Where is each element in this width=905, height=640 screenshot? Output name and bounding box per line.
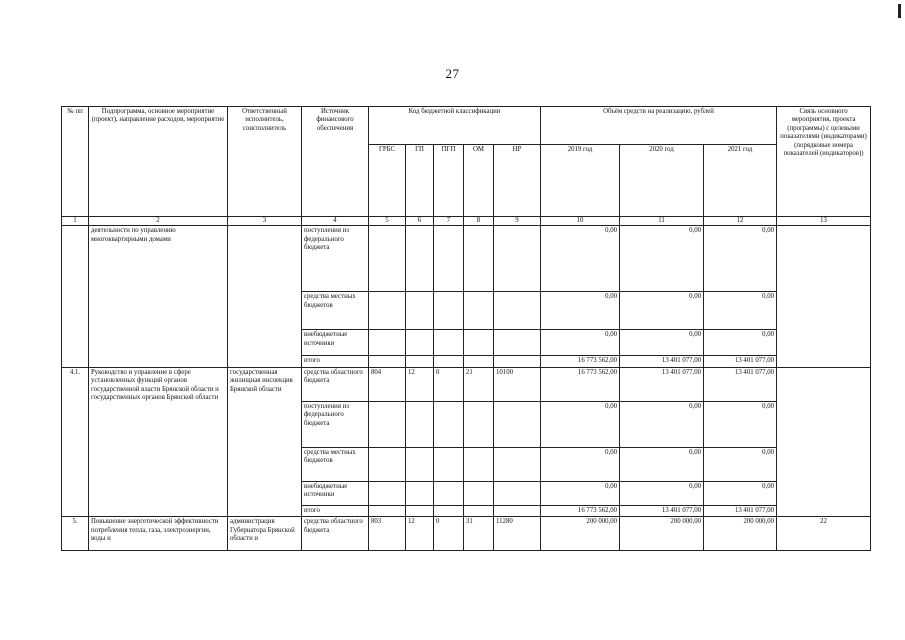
source-total-cell: итого bbox=[302, 505, 369, 516]
col-index: 11 bbox=[620, 217, 704, 226]
value-2021-cell: 0,00 bbox=[704, 292, 777, 330]
gp-cell bbox=[406, 505, 434, 516]
col-index: 4 bbox=[302, 217, 369, 226]
grbs-cell: 804 bbox=[369, 367, 406, 401]
gp-cell: 12 bbox=[406, 367, 434, 401]
total-2021-cell: 13 401 077,00 bbox=[704, 505, 777, 516]
ir-cell bbox=[494, 292, 541, 330]
gp-cell bbox=[406, 447, 434, 481]
col-index: 2 bbox=[89, 217, 228, 226]
grbs-cell bbox=[369, 330, 406, 356]
col-header-budget-code: Код бюджетной классификации bbox=[369, 107, 541, 145]
value-2021-cell: 13 401 077,00 bbox=[704, 367, 777, 401]
page-number: 27 bbox=[445, 66, 460, 81]
link-cell bbox=[777, 367, 871, 516]
value-2019-cell: 0,00 bbox=[541, 226, 620, 292]
row-number-cell: 4.1. bbox=[62, 367, 89, 516]
ir-cell: 11280 bbox=[494, 517, 541, 551]
om-cell bbox=[464, 401, 494, 447]
source-cell: средства местных бюджетов bbox=[302, 292, 369, 330]
value-2021-cell: 0,00 bbox=[704, 481, 777, 505]
pgp-cell bbox=[434, 330, 464, 356]
total-2021-cell: 13 401 077,00 bbox=[704, 356, 777, 367]
budget-table bbox=[61, 106, 871, 551]
value-2021-cell: 0,00 bbox=[704, 330, 777, 356]
value-2020-cell: 200 000,00 bbox=[620, 517, 704, 551]
col-header-pgp: ПГП bbox=[434, 145, 464, 217]
grbs-cell bbox=[369, 447, 406, 481]
col-index: 3 bbox=[228, 217, 302, 226]
value-2020-cell: 0,00 bbox=[620, 292, 704, 330]
om-cell: 31 bbox=[464, 517, 494, 551]
ir-cell bbox=[494, 447, 541, 481]
pgp-cell: 0 bbox=[434, 517, 464, 551]
col-header-volume: Объём средств на реализацию, рублей bbox=[541, 107, 777, 145]
col-header-om: ОМ bbox=[464, 145, 494, 217]
pgp-cell bbox=[434, 226, 464, 292]
grbs-cell: 803 bbox=[369, 517, 406, 551]
value-2019-cell: 0,00 bbox=[541, 401, 620, 447]
om-cell bbox=[464, 330, 494, 356]
activity-name-cell: деятельности по управлению многоквартирными домами bbox=[89, 226, 228, 367]
grbs-cell bbox=[369, 292, 406, 330]
value-2021-cell: 200 000,00 bbox=[704, 517, 777, 551]
grbs-cell bbox=[369, 481, 406, 505]
ir-cell bbox=[494, 330, 541, 356]
grbs-cell bbox=[369, 401, 406, 447]
executor-cell: администрация Губернатора Брянской области и bbox=[228, 517, 302, 551]
col-index: 1 bbox=[62, 217, 89, 226]
col-index: 9 bbox=[494, 217, 541, 226]
row-number-cell: 5. bbox=[62, 517, 89, 551]
value-2020-cell: 0,00 bbox=[620, 226, 704, 292]
col-index: 6 bbox=[406, 217, 434, 226]
source-cell: внебюджетные источники bbox=[302, 330, 369, 356]
pgp-cell bbox=[434, 481, 464, 505]
col-header-grbs: ГРБС bbox=[369, 145, 406, 217]
col-header-num: № пп bbox=[62, 107, 89, 217]
total-2019-cell: 16 773 562,00 bbox=[541, 356, 620, 367]
col-index: 7 bbox=[434, 217, 464, 226]
om-cell bbox=[464, 447, 494, 481]
gp-cell bbox=[406, 481, 434, 505]
col-index: 8 bbox=[464, 217, 494, 226]
source-cell: средства местных бюджетов bbox=[302, 447, 369, 481]
ir-cell bbox=[494, 481, 541, 505]
ir-cell: 10100 bbox=[494, 367, 541, 401]
table-row bbox=[62, 226, 871, 292]
col-header-link: Связь основного мероприятия, проекта (программы) с целевыми показателями (индикаторами) (порядковые номера показателей (индикаторов)) bbox=[777, 107, 871, 217]
om-cell: 21 bbox=[464, 367, 494, 401]
scan-edge-mark bbox=[898, 4, 901, 18]
link-cell: 22 bbox=[777, 517, 871, 551]
value-2019-cell: 0,00 bbox=[541, 292, 620, 330]
source-cell: внебюджетные источники bbox=[302, 481, 369, 505]
grbs-cell bbox=[369, 226, 406, 292]
value-2019-cell: 16 773 562,00 bbox=[541, 367, 620, 401]
col-header-gp: ГП bbox=[406, 145, 434, 217]
value-2021-cell: 0,00 bbox=[704, 447, 777, 481]
pgp-cell bbox=[434, 292, 464, 330]
om-cell bbox=[464, 292, 494, 330]
gp-cell bbox=[406, 226, 434, 292]
column-index-row bbox=[62, 217, 871, 226]
value-2020-cell: 13 401 077,00 bbox=[620, 367, 704, 401]
ir-cell bbox=[494, 401, 541, 447]
table-row bbox=[62, 367, 871, 401]
col-index: 5 bbox=[369, 217, 406, 226]
source-total-cell: итого bbox=[302, 356, 369, 367]
col-header-source: Источник финансового обеспечения bbox=[302, 107, 369, 217]
header-row-top bbox=[62, 107, 871, 145]
source-cell: поступления из федерального бюджета bbox=[302, 226, 369, 292]
executor-cell: государственная жилищная инспекция Брянской области bbox=[228, 367, 302, 516]
om-cell bbox=[464, 356, 494, 367]
value-2021-cell: 0,00 bbox=[704, 401, 777, 447]
gp-cell bbox=[406, 330, 434, 356]
total-2019-cell: 16 773 562,00 bbox=[541, 505, 620, 516]
row-number-cell bbox=[62, 226, 89, 367]
col-header-2019: 2019 год bbox=[541, 145, 620, 217]
total-2020-cell: 13 401 077,00 bbox=[620, 356, 704, 367]
value-2021-cell: 0,00 bbox=[704, 226, 777, 292]
pgp-cell bbox=[434, 505, 464, 516]
value-2020-cell: 0,00 bbox=[620, 330, 704, 356]
value-2019-cell: 0,00 bbox=[541, 481, 620, 505]
source-cell: поступления из федерального бюджета bbox=[302, 401, 369, 447]
grbs-cell bbox=[369, 505, 406, 516]
grbs-cell bbox=[369, 356, 406, 367]
value-2020-cell: 0,00 bbox=[620, 481, 704, 505]
col-index: 12 bbox=[704, 217, 777, 226]
executor-cell bbox=[228, 226, 302, 367]
om-cell bbox=[464, 505, 494, 516]
ir-cell bbox=[494, 226, 541, 292]
value-2019-cell: 0,00 bbox=[541, 447, 620, 481]
value-2019-cell: 200 000,00 bbox=[541, 517, 620, 551]
col-index: 10 bbox=[541, 217, 620, 226]
pgp-cell bbox=[434, 447, 464, 481]
col-header-subprogram: Подпрограмма, основное мероприятие (проект), направление расходов, мероприятие bbox=[89, 107, 228, 217]
col-index: 13 bbox=[777, 217, 871, 226]
value-2020-cell: 0,00 bbox=[620, 447, 704, 481]
gp-cell: 12 bbox=[406, 517, 434, 551]
om-cell bbox=[464, 481, 494, 505]
source-cell: средства областного бюджета bbox=[302, 517, 369, 551]
col-header-ir: НР bbox=[494, 145, 541, 217]
table-row bbox=[62, 517, 871, 551]
value-2020-cell: 0,00 bbox=[620, 401, 704, 447]
value-2019-cell: 0,00 bbox=[541, 330, 620, 356]
link-cell bbox=[777, 226, 871, 367]
activity-name-cell: Руководство и управление в сфере установленных функций органов государственной власти Брянской области и государственных органов Брянской области bbox=[89, 367, 228, 516]
ir-cell bbox=[494, 505, 541, 516]
col-header-2020: 2020 год bbox=[620, 145, 704, 217]
col-header-2021: 2021 год bbox=[704, 145, 777, 217]
gp-cell bbox=[406, 292, 434, 330]
activity-name-cell: Повышение энергетической эффективности потребления тепла, газа, электроэнергии, воды и bbox=[89, 517, 228, 551]
gp-cell bbox=[406, 401, 434, 447]
pgp-cell bbox=[434, 401, 464, 447]
col-header-executor: Ответственный исполнитель, соисполнитель bbox=[228, 107, 302, 217]
source-cell: средства областного бюджета bbox=[302, 367, 369, 401]
pgp-cell: 0 bbox=[434, 367, 464, 401]
gp-cell bbox=[406, 356, 434, 367]
om-cell bbox=[464, 226, 494, 292]
ir-cell bbox=[494, 356, 541, 367]
total-2020-cell: 13 401 077,00 bbox=[620, 505, 704, 516]
pgp-cell bbox=[434, 356, 464, 367]
